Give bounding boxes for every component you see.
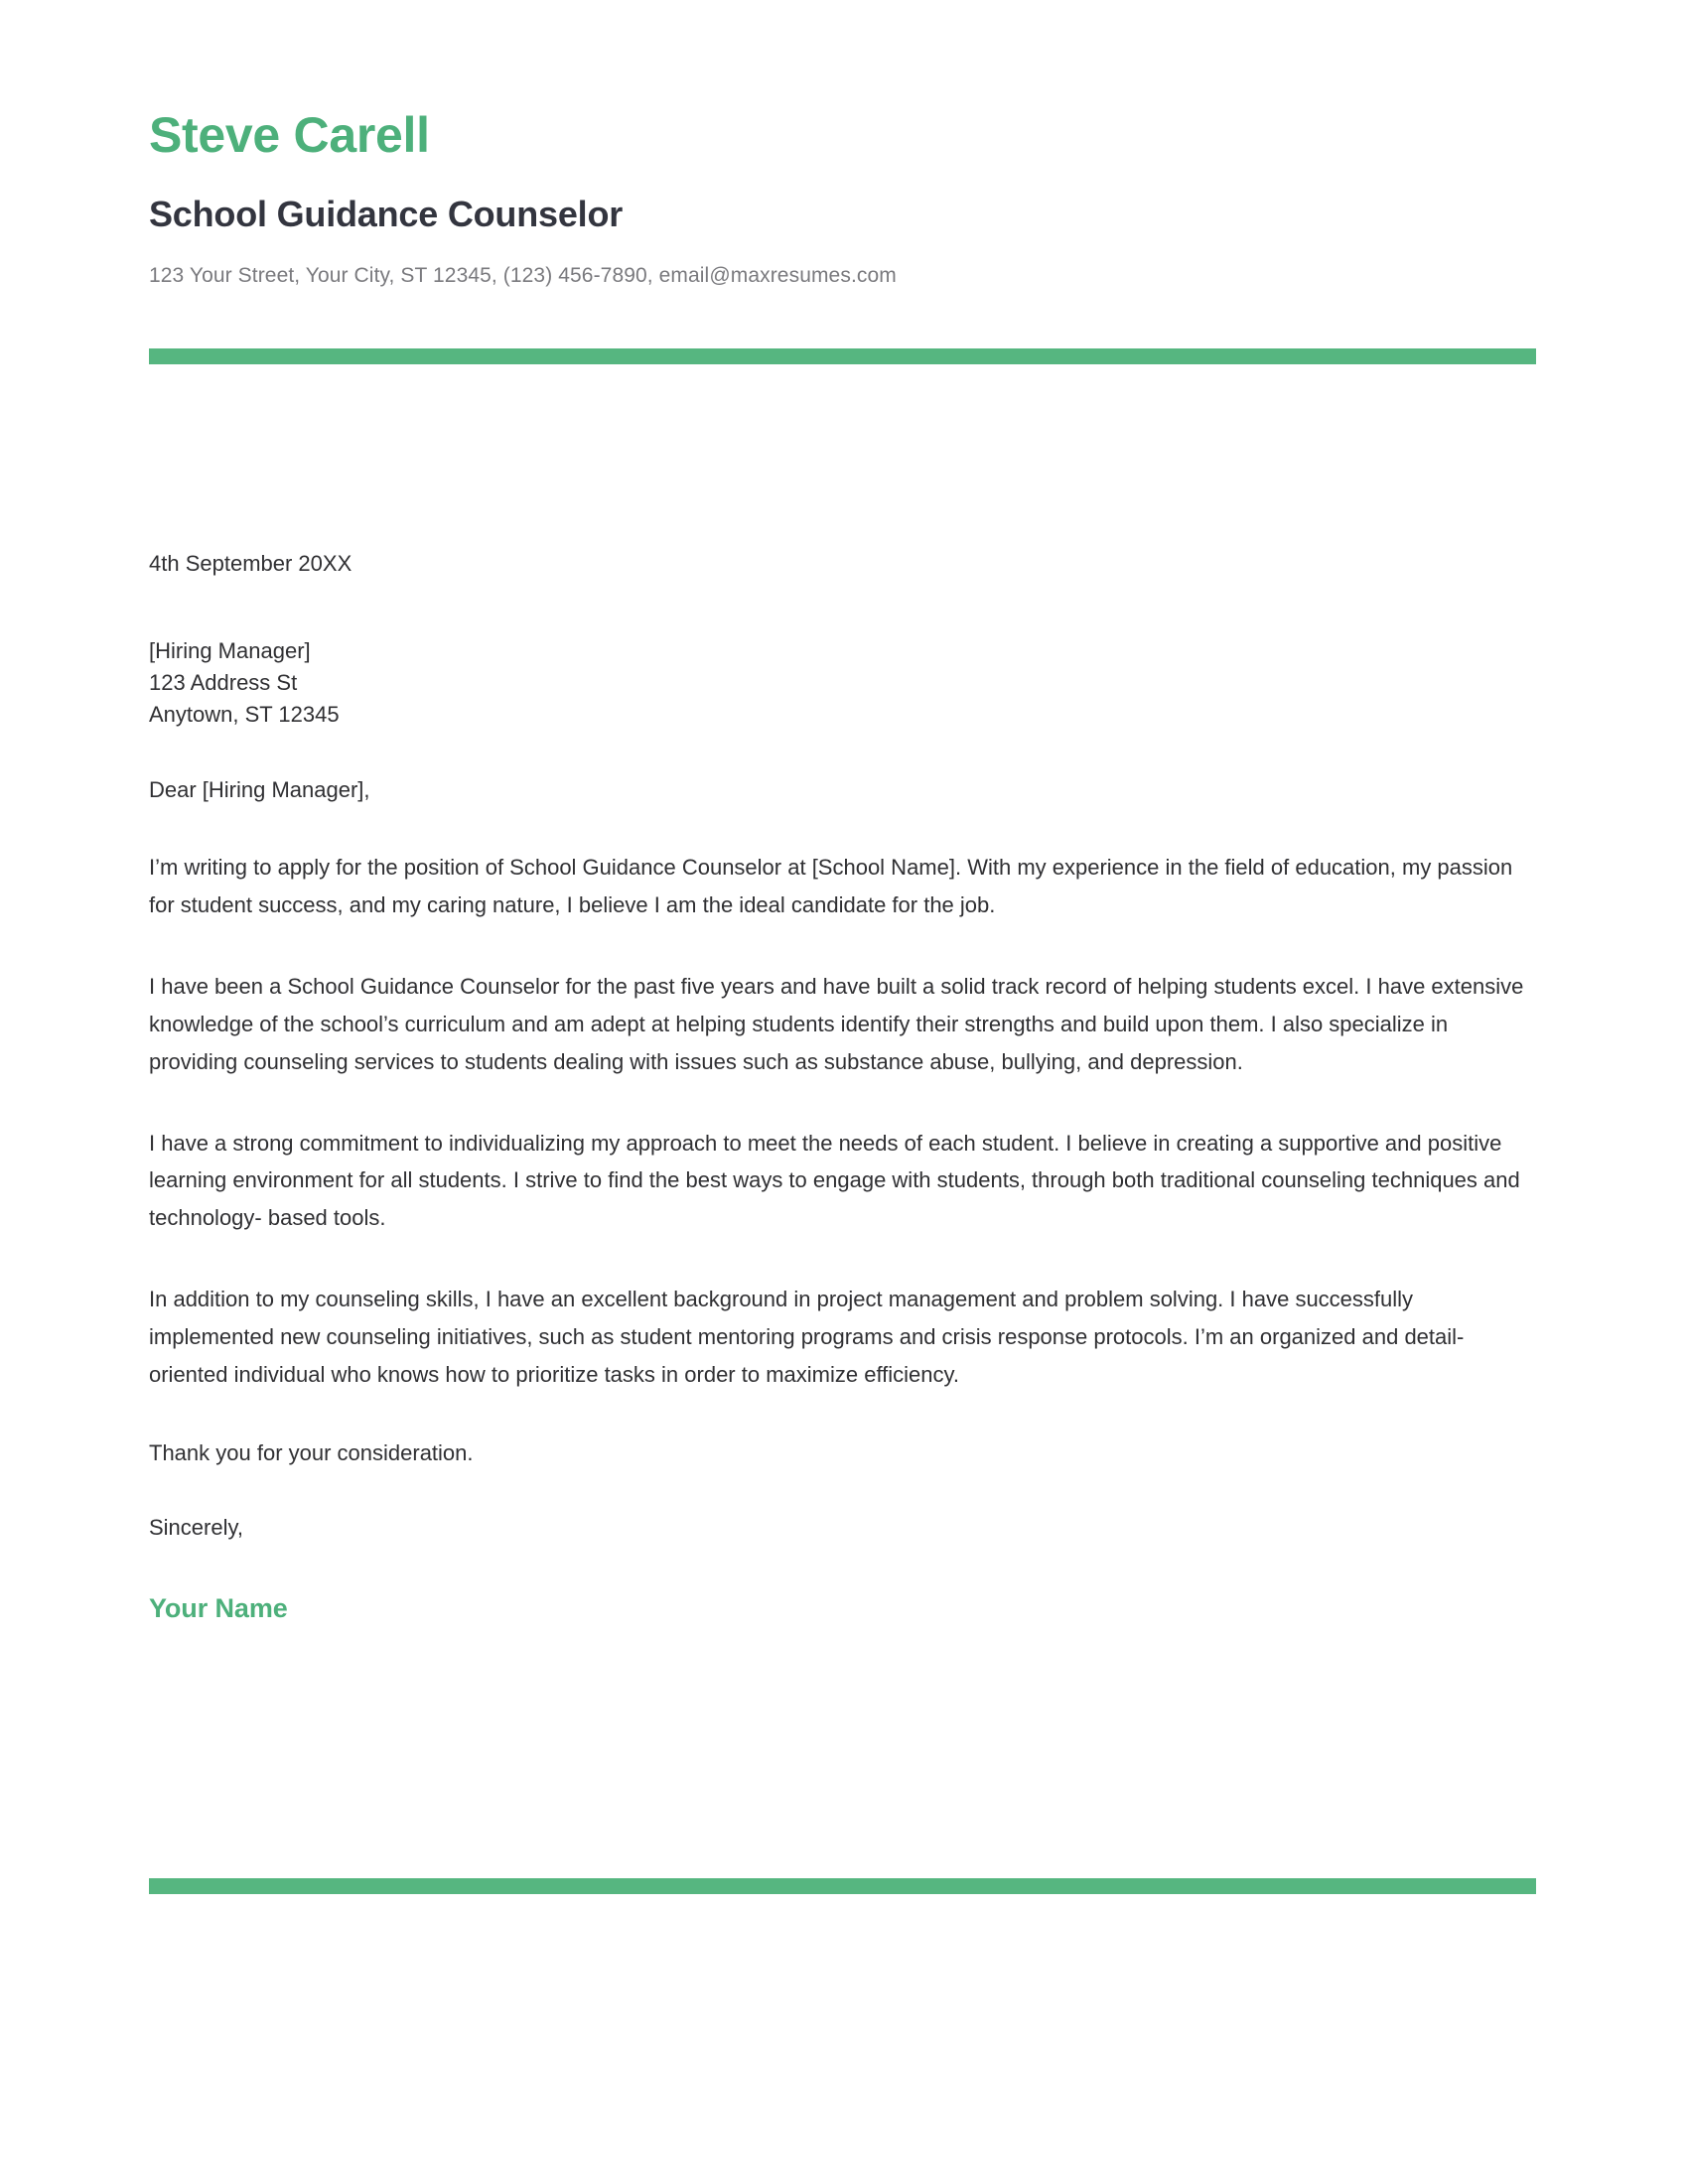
- recipient-line-3: Anytown, ST 12345: [149, 701, 340, 727]
- job-title: School Guidance Counselor: [149, 193, 624, 234]
- body-paragraph-2: I have been a School Guidance Counselor for the past five years and have built a solid track record of helping students excel. I have extensive knowledge of the school’s curriculum and am adept at helping students identify their strengths and build upon them. I also specialize in providing counseling services to students dealing with issues such as substance abuse, bullying, and depression.: [149, 974, 1524, 1074]
- signature-name: Your Name: [149, 1593, 288, 1624]
- body-paragraph-1: I’m writing to apply for the position of School Guidance Counselor at [School Name]. With my experience in the field of education, my passion for student success, and my caring nature, I believe I am the ideal candidate for the job.: [149, 855, 1513, 918]
- recipient-line-2: 123 Address St: [149, 669, 298, 695]
- body-paragraph-4: In addition to my counseling skills, I have an excellent background in project management and problem solving. I have successfully implemented new counseling initiatives, such as student mentoring programs and crisis response protocols. I’m an organized and detail- oriented individual who knows how to prioritize tasks in order to maximize efficiency.: [149, 1287, 1465, 1387]
- letter-header: [149, 107, 1539, 290]
- closing-thanks: Thank you for your consideration.: [149, 1439, 474, 1465]
- contact-line: 123 Your Street, Your City, ST 12345, (123) 456-7890, email@maxresumes.com: [149, 263, 897, 287]
- salutation: Dear [Hiring Manager],: [149, 776, 370, 802]
- recipient-line-1: [Hiring Manager]: [149, 637, 311, 663]
- letter-body: [149, 548, 1539, 1628]
- letter-date: 4th September 20XX: [149, 551, 352, 576]
- header-accent-rule: [149, 348, 1536, 364]
- body-paragraph-3: I have a strong commitment to individualizing my approach to meet the needs of each student. I believe in creating a supportive and positive learning environment for all students. I strive to find the best ways to engage with students, through both traditional counseling techniques and technology- based tools.: [149, 1130, 1520, 1231]
- closing-sign-off: Sincerely,: [149, 1515, 243, 1541]
- candidate-name: Steve Carell: [149, 107, 430, 163]
- recipient-address-block: [149, 635, 1539, 731]
- footer-accent-rule: [149, 1878, 1536, 1894]
